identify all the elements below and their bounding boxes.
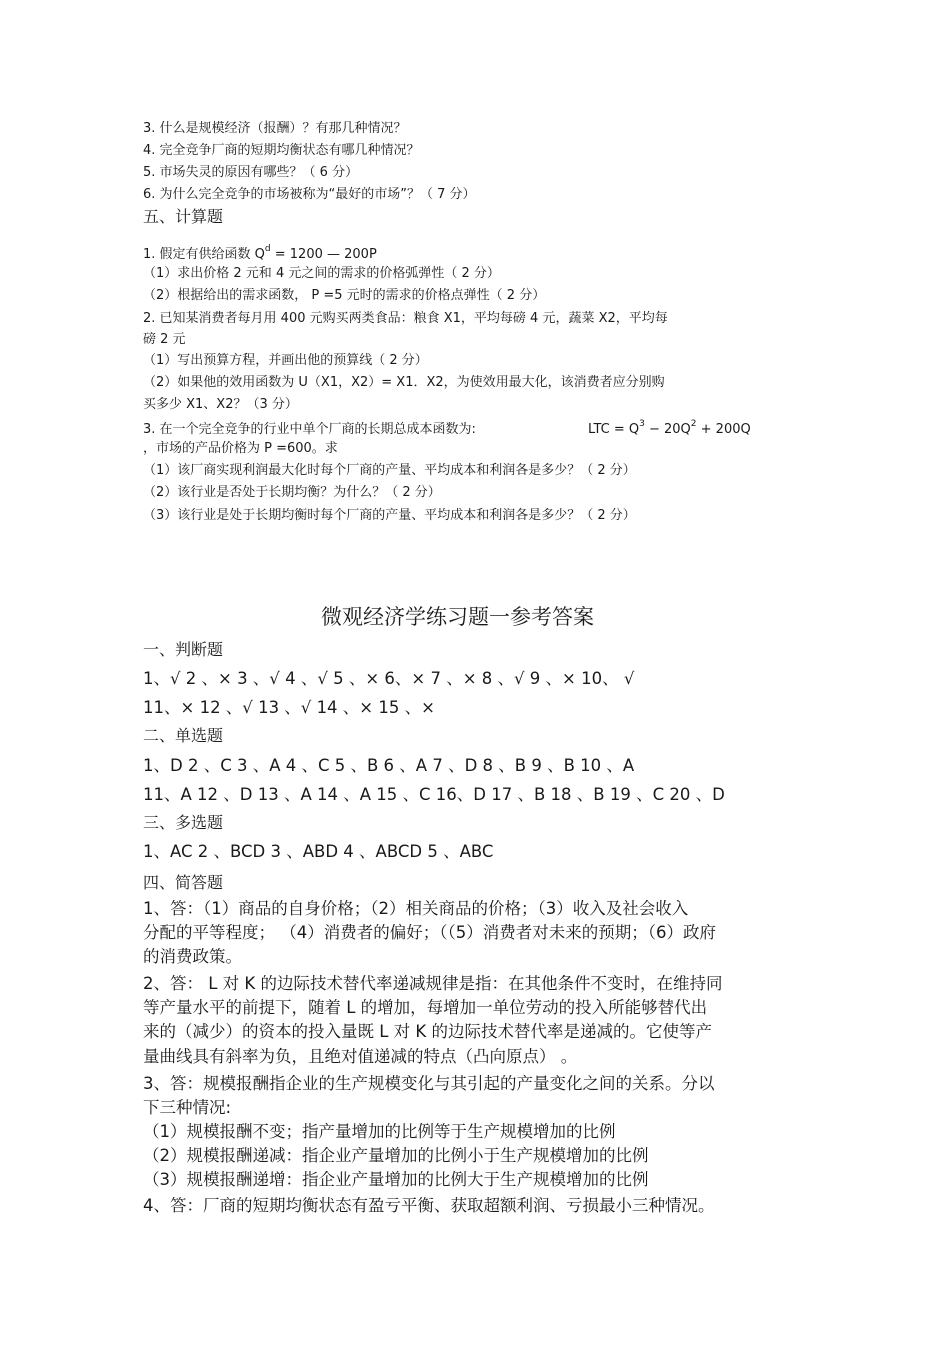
question-6: 6. 为什么完全竞争的市场被称为“最好的市场”？（ 7 分） [143,187,476,202]
section-3-heading: 三、多选题 [143,813,224,832]
calc-p2-part-b1: （2）如果他的效用函数为 U（X1，X2）= X1．X2，为使效用最大化，该消费者应分别购 [143,375,665,390]
calc-p1-part-b: （2）根据给出的需求函数， P =5 元时的需求的价格点弹性（ 2 分） [143,288,546,303]
section-3-line-1: 1、AC 2 、BCD 3 、ABD 4 、ABCD 5 、ABC [143,842,494,861]
section-2-line-2: 11、A 12 、D 13 、A 14 、A 15 、C 16、D 17 、B 18 、B 19 、C 20 、D [143,785,725,804]
answer-2-line-1: 2、答： L 对 K 的边际技术替代率递减规律是指：在其他条件不变时，在维持同 [143,974,723,993]
calc-problem-1 [143,246,377,265]
calc-p1-formula: = 1200 — 200P [270,247,377,262]
calc-p3-formula-a: LTC = Q [588,422,640,437]
calc-p3-part-b: （2）该行业是否处于长期均衡？为什么？（ 2 分） [143,485,441,500]
calc-p2-part-b2: 买多少 X1、X2？（3 分） [143,397,298,412]
section-1-heading: 一、判断题 [143,640,224,659]
answer-1-line-1: 1、答：（1）商品的自身价格；（2）相关商品的价格；（3）收入及社会收入 [143,899,689,918]
calc-p3-line1: 3. 在一个完全竞争的行业中单个厂商的长期总成本函数为: [143,422,476,437]
answer-title: 微观经济学练习题一参考答案 [321,605,594,629]
answer-3-item-1: （1）规模报酬不变；指产量增加的比例等于生产规模增加的比例 [143,1122,616,1141]
calc-p3-sup-2: 2 [690,419,697,429]
calc-heading: 五、计算题 [143,207,224,226]
question-5: 5. 市场失灵的原因有哪些？（ 6 分） [143,165,359,180]
calc-p3-formula-c: + 200Q [696,422,751,437]
calc-p1-superscript: d [264,244,271,254]
answer-2-line-4: 量曲线具有斜率为负，且绝对值递减的特点（凸向原点） 。 [143,1047,578,1066]
answer-3-line-1: 3、答：规模报酬指企业的生产规模变化与其引起的产量变化之间的关系。分以 [143,1074,715,1093]
question-3: 3. 什么是规模经济（报酬）？有那几种情况？ [143,121,407,136]
calc-p3-line2: ，市场的产品价格为 P =600。求 [143,441,338,456]
calc-p3-sup-3: 3 [639,419,645,429]
answer-2-line-2: 等产量水平的前提下，随着 L 的增加，每增加一单位劳动的投入所能够替代出 [143,998,708,1017]
calc-p2-line2: 磅 2 元 [143,332,186,347]
answer-4-line-1: 4、答：厂商的短期均衡状态有盈亏平衡、获取超额利润、亏损最小三种情况。 [143,1196,715,1215]
section-1-line-1: 1、√ 2 、× 3 、√ 4 、√ 5 、× 6、× 7 、× 8 、√ 9 、× 10、 √ [143,669,635,688]
calc-p3-formula [588,421,751,440]
answer-3-item-3: （3）规模报酬递增：指企业产量增加的比例大于生产规模增加的比例 [143,1170,649,1189]
calc-p3-part-c: （3）该行业是处于长期均衡时每个厂商的产量、平均成本和利润各是多少？（ 2 分） [143,508,636,523]
answer-3-line-2: 下三种情况: [143,1098,232,1117]
answer-1-line-2: 分配的平等程度； （4）消费者的偏好；（（5）消费者对未来的预期；（6）政府 [143,923,716,942]
calc-p3-part-a: （1）该厂商实现利润最大化时每个厂商的产量、平均成本和利润各是多少？（ 2 分） [143,463,636,478]
section-2-heading: 二、单选题 [143,726,224,745]
calc-p2-part-a: （1）写出预算方程，并画出他的预算线（ 2 分） [143,353,428,368]
answer-3-item-2: （2）规模报酬递减：指企业产量增加的比例小于生产规模增加的比例 [143,1146,649,1165]
section-2-line-1: 1、D 2 、C 3 、A 4 、C 5 、B 6 、A 7 、D 8 、B 9 、B 10 、A [143,756,635,775]
calc-p2-line1: 2. 已知某消费者每月用 400 元购买两类食品：粮食 X1，平均每磅 4 元，蔬菜 X2，平均每 [143,311,668,326]
calc-p3-formula-b: − 20Q [644,422,691,437]
section-4-heading: 四、简答题 [143,873,224,892]
answer-2-line-3: 来的（减少）的资本的投入量既 L 对 K 的边际技术替代率是递减的。它使等产 [143,1022,712,1041]
calc-p1-text: 1. 假定有供给函数 Q [143,247,265,262]
section-1-line-2: 11、× 12 、√ 13 、√ 14 、× 15 、× [143,698,435,717]
calc-p1-part-a: （1）求出价格 2 元和 4 元之间的需求的价格弧弹性（ 2 分） [143,266,500,281]
question-4: 4. 完全竞争厂商的短期均衡状态有哪几种情况？ [143,143,420,158]
answer-1-line-3: 的消费政策。 [143,947,242,966]
